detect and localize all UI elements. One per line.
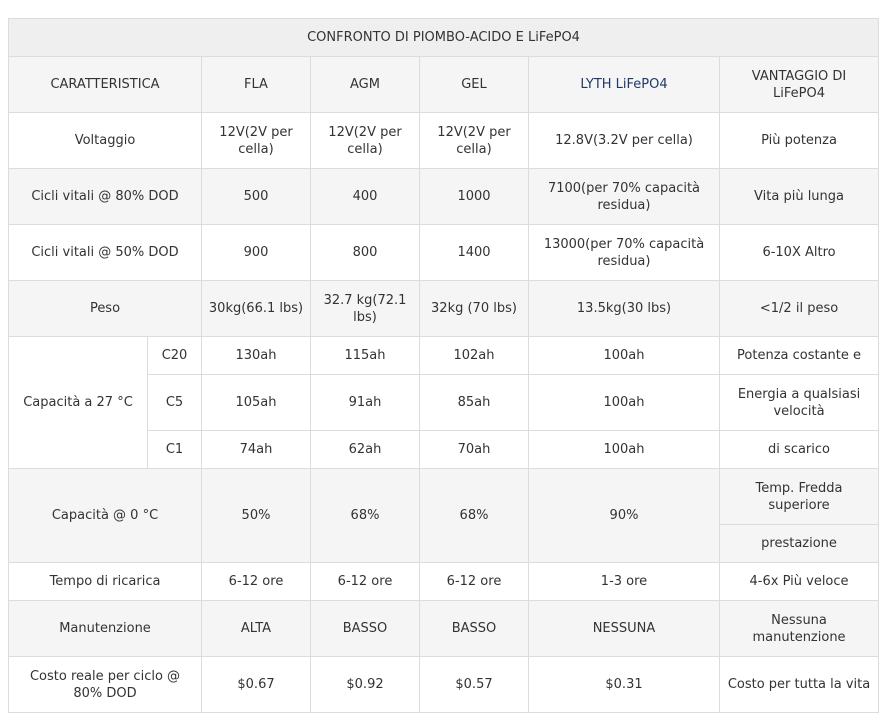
row-label-weight: Peso [9, 281, 202, 337]
cell-agm: BASSO [311, 601, 420, 657]
row-label-capacity-0: Capacità @ 0 °C [9, 469, 202, 563]
cell-gel: $0.57 [420, 657, 529, 713]
table-title-row [9, 19, 879, 57]
cell-agm: 32.7 kg(72.1 lbs) [311, 281, 420, 337]
cell-lyth: 100ah [529, 431, 720, 469]
cell-gel: 1400 [420, 225, 529, 281]
cell-agm: 6-12 ore [311, 563, 420, 601]
cell-lyth: 13.5kg(30 lbs) [529, 281, 720, 337]
cell-fla: 12V(2V per cella) [202, 113, 311, 169]
row-label-cycles-80: Cicli vitali @ 80% DOD [9, 169, 202, 225]
cell-fla: 105ah [202, 375, 311, 431]
table-row [9, 225, 879, 281]
cell-advantage: 6-10X Altro [720, 225, 879, 281]
row-label-charge: Tempo di ricarica [9, 563, 202, 601]
cell-agm: 115ah [311, 337, 420, 375]
sub-label-c5: C5 [148, 375, 202, 431]
cell-advantage: di scarico [720, 431, 879, 469]
cell-agm: 91ah [311, 375, 420, 431]
cell-gel: 102ah [420, 337, 529, 375]
cell-gel: 32kg (70 lbs) [420, 281, 529, 337]
header-agm: AGM [311, 57, 420, 113]
table-row [9, 657, 879, 713]
cell-fla: ALTA [202, 601, 311, 657]
table-row [9, 281, 879, 337]
cell-gel: 70ah [420, 431, 529, 469]
cell-gel: 85ah [420, 375, 529, 431]
sub-label-c20: C20 [148, 337, 202, 375]
cell-fla: 130ah [202, 337, 311, 375]
cell-agm: $0.92 [311, 657, 420, 713]
header-fla: FLA [202, 57, 311, 113]
cell-lyth: NESSUNA [529, 601, 720, 657]
cell-lyth: 100ah [529, 375, 720, 431]
cell-advantage: Temp. Fredda superiore [720, 469, 879, 525]
row-label-voltage: Voltaggio [9, 113, 202, 169]
cell-lyth: 7100(per 70% capacità residua) [529, 169, 720, 225]
cell-agm: 68% [311, 469, 420, 563]
cell-fla: $0.67 [202, 657, 311, 713]
cell-advantage: Potenza costante e [720, 337, 879, 375]
header-advantage: VANTAGGIO DI LiFePO4 [720, 57, 879, 113]
header-lyth: LYTH LiFePO4 [529, 57, 720, 113]
cell-gel: 68% [420, 469, 529, 563]
row-label-cycles-50: Cicli vitali @ 50% DOD [9, 225, 202, 281]
row-label-capacity-27: Capacità a 27 °C [9, 337, 148, 469]
table-title: CONFRONTO DI PIOMBO-ACIDO E LiFePO4 [9, 19, 879, 57]
cell-gel: 12V(2V per cella) [420, 113, 529, 169]
row-label-maintenance: Manutenzione [9, 601, 202, 657]
cell-fla: 6-12 ore [202, 563, 311, 601]
sub-label-c1: C1 [148, 431, 202, 469]
row-label-cost: Costo reale per ciclo @ 80% DOD [9, 657, 202, 713]
table-row [9, 601, 879, 657]
header-feature: CARATTERISTICA [9, 57, 202, 113]
cell-lyth: 13000(per 70% capacità residua) [529, 225, 720, 281]
cell-gel: 6-12 ore [420, 563, 529, 601]
cell-agm: 12V(2V per cella) [311, 113, 420, 169]
cell-advantage: Nessuna manutenzione [720, 601, 879, 657]
cell-fla: 500 [202, 169, 311, 225]
table-row [9, 563, 879, 601]
cell-fla: 30kg(66.1 lbs) [202, 281, 311, 337]
cell-agm: 800 [311, 225, 420, 281]
cell-fla: 900 [202, 225, 311, 281]
table-row [9, 169, 879, 225]
cell-lyth: 90% [529, 469, 720, 563]
cell-advantage: 4-6x Più veloce [720, 563, 879, 601]
cell-fla: 74ah [202, 431, 311, 469]
cell-lyth: 12.8V(3.2V per cella) [529, 113, 720, 169]
header-row [9, 57, 879, 113]
cell-lyth: 1-3 ore [529, 563, 720, 601]
comparison-table-wrapper [8, 18, 879, 713]
cell-lyth: $0.31 [529, 657, 720, 713]
comparison-table [8, 18, 879, 713]
table-row [9, 469, 879, 525]
cell-fla: 50% [202, 469, 311, 563]
cell-advantage: Costo per tutta la vita [720, 657, 879, 713]
header-gel: GEL [420, 57, 529, 113]
cell-advantage: prestazione [720, 525, 879, 563]
cell-advantage: Più potenza [720, 113, 879, 169]
table-row [9, 337, 879, 375]
table-row [9, 113, 879, 169]
cell-agm: 400 [311, 169, 420, 225]
cell-lyth: 100ah [529, 337, 720, 375]
cell-gel: 1000 [420, 169, 529, 225]
cell-gel: BASSO [420, 601, 529, 657]
cell-advantage: <1/2 il peso [720, 281, 879, 337]
cell-advantage: Vita più lunga [720, 169, 879, 225]
cell-advantage: Energia a qualsiasi velocità [720, 375, 879, 431]
cell-agm: 62ah [311, 431, 420, 469]
